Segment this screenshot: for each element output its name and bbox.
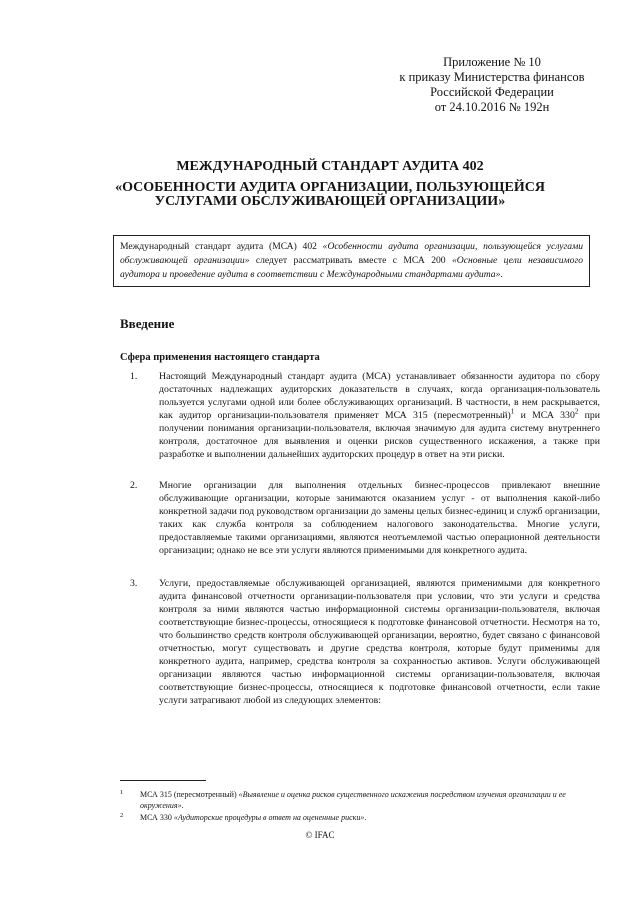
appendix-header [372,55,612,115]
appendix-line-2: к приказу Министерства финансов [399,70,585,84]
paragraph-number: 3. [130,578,138,589]
footnote-ref-1[interactable]: 1 [510,407,515,416]
paragraph-text-part: и МСА 330 [514,410,575,421]
document-title [95,160,565,209]
standard-subtitle: «ОСОБЕННОСТИ АУДИТА ОРГАНИЗАЦИИ, ПОЛЬЗУЮЩЕЙСЯ УСЛУГАМИ ОБСЛУЖИВАЮЩЕЙ ОРГАНИЗАЦИИ» [115,180,545,209]
notice-box [113,235,590,287]
appendix-line-3: Российской Федерации [430,85,554,99]
heading-scope: Сфера применения настоящего стандарта [120,352,320,363]
footnote-text-end: . [364,813,367,822]
paragraph-3 [130,577,600,707]
footnote-text-italic: «Аудиторские процедуры в ответ на оцененные риски» [173,813,365,822]
page-footer: © IFAC [305,830,335,840]
paragraph-number: 2. [130,480,138,491]
notice-text-3: следует рассматривать вместе с МСА 200 [249,255,452,266]
paragraph-text-part: при получении понимания организации-пользователя, включая значимую для аудита систему внутреннего контроля, достаточное для выявления и оценки рисков существенного искажения, а также при разработке и выполнении дальнейших аудиторских процедур в ответ на эти риски. [159,410,600,460]
heading-introduction: Введение [120,316,175,331]
notice-text-2: «Особенности аудита организации, пользующейся услугами обслуживающей организации» [120,241,584,266]
footnote-text-end: . [181,801,184,810]
paragraph-1 [130,370,600,461]
notice-text-5: . [500,269,503,280]
paragraph-text: Многие организации для выполнения отдельных бизнес-процессов привлекают внешние обслуживающие организации, которые занимаются оказанием услуг - от выполнения какой-либо конкретной задачи под руководством организации до замены целых бизнес-единиц и служб организации, таких как служба контроля за соблюдением налогового законодательства. Многие услуги, предоставляемые такими организациями, являются неотъемлемой частью операционной деятельности организации; однако не все эти услуги являются применимыми для конкретного аудита. [159,480,600,556]
paragraph-text-part: Настоящий Международный стандарт аудита (МСА) устанавливает обязанности аудитора по сбору достаточных надлежащих аудиторских доказательств в случаях, когда организация-пользователь пользуется услугами одной или более обслуживающих организаций. В частности, в нем раскрывается, как аудитор организации-пользователя применяет МСА 315 (пересмотренный) [159,371,600,421]
footnote-text-part: МСА 315 (пересмотренный) [140,790,239,799]
standard-title: МЕЖДУНАРОДНЫЙ СТАНДАРТ АУДИТА 402 [176,159,484,174]
footnote-number: 2 [120,812,124,819]
appendix-line-4: от 24.10.2016 № 192н [434,100,550,114]
notice-text-4: «Основные цели независимого аудитора и проведение аудита в соответствии с Международными стандартами аудита» [120,255,583,280]
footnote-ref-2[interactable]: 2 [574,407,579,416]
footnote-text [140,812,595,823]
footnote-text-part: МСА 330 [140,813,174,822]
footnote-text-italic: «Выявление и оценка рисков существенного искажения посредством изучения организации и ее окружения» [140,790,566,810]
paragraph-text [159,370,600,461]
paragraph-2 [130,479,600,557]
footnote-1 [120,789,595,811]
footnote-text [140,789,595,811]
appendix-line-1: Приложение № 10 [443,55,541,69]
notice-text-1: Международный стандарт аудита (МСА) 402 [120,241,323,252]
footnote-divider [120,780,206,781]
paragraph-number: 1. [130,371,138,382]
footnote-number: 1 [120,789,124,796]
paragraph-text: Услуги, предоставляемые обслуживающей организацией, являются применимыми для конкретного аудита финансовой отчетности организации-пользователя при условии, что эти услуги и средства контроля за ними являются частью информационной системы организации-пользователя, включая соответствующие бизнес-процессы, относящиеся к подготовке финансовой отчетности. Несмотря на то, что большинство средств контроля обслуживающей организации, вероятно, будет связано с финансовой отчетностью, могут существовать и другие средства контроля, которые будут применимы для конкретного аудита, например, средства контроля за сохранностью активов. Услуги обслуживающей организации являются частью информационной системы организации-пользователя, включая соответствующие бизнес-процессы, относящиеся к подготовке финансовой отчетности, если такие услуги затрагивают любой из следующих элементов: [159,578,600,706]
footnote-2 [120,812,595,823]
